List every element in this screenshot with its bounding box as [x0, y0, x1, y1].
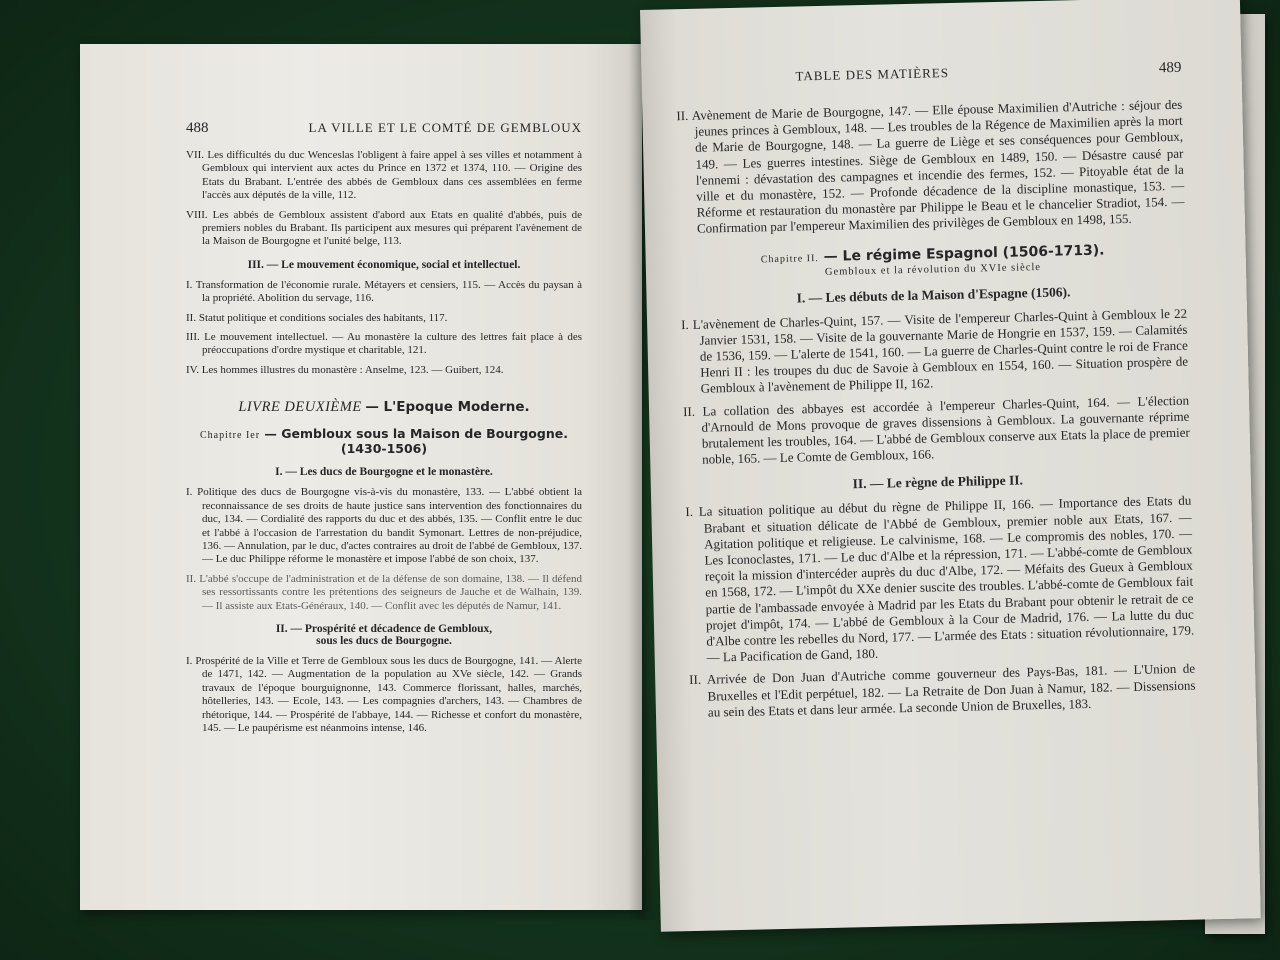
chapter-heading: [186, 426, 582, 456]
chapter-label: Chapitre II.: [760, 252, 819, 265]
section-heading: [186, 623, 582, 647]
section-heading: I. — Les ducs de Bourgogne et le monastère.: [275, 466, 493, 479]
toc-entry: VII. Les difficultés du duc Wenceslas l'obligent à faire appel à ses villes et notamment à Gembloux qui intervient aux actes du Prince en 1372 et 1374, 110. — Origine des Etats du Brabant. L'entrée des abbés de Gembloux dans ces assemblées en ferme l'accès aux députés de la ville, 112.: [186, 149, 582, 202]
toc-entry: III. Le mouvement intellectuel. — Au monastère la culture des lettres fait place à des préoccupations d'ordre mystique et charitable, 121.: [186, 331, 582, 357]
chapter-title: — Le régime Espagnol (1506-1713).: [823, 242, 1105, 265]
toc-entry: II. Statut politique et conditions sociales des habitants, 117.: [186, 311, 448, 324]
toc-entry: I. Politique des ducs de Bourgogne vis-à-vis du monastère, 133. — L'abbé obtient la reconnaissance de ses droits de haute justice sans intervention des fonctionnaires du duc, 134. — Cordialité des rapports du duc et des abbés, 135. — Conflit entre le duc et l'abbé à l'occasion de l'arrestation du bandit Symonart. Lettres de non-préjudice, 136. — Annulation, par le duc, d'actes contraires au droit de l'abbé de Gembloux, 137. — Le duc Philippe réforme le monastère et impose l'abbé de son choix, 137.: [186, 486, 582, 566]
section-heading: I. — Les débuts de la Maison d'Espagne (1506).: [796, 283, 1071, 306]
livre-heading: [186, 399, 582, 416]
chapter-label: Chapitre Ier: [200, 430, 261, 442]
right-page: [640, 0, 1261, 932]
livre-title: — L'Epoque Moderne.: [365, 399, 530, 416]
section-heading-line: II. — Prospérité et décadence de Gembloux,: [275, 622, 493, 635]
toc-entry: IV. Les hommes illustres du monastère : Anselme, 123. — Guibert, 124.: [186, 363, 504, 376]
toc-entry: I. Transformation de l'économie rurale. Métayers et censiers, 115. — Accès du paysan à la propriété. Abolition du servage, 116.: [186, 278, 582, 305]
right-page-header: [675, 60, 1181, 88]
toc-entry: I. Prospérité de la Ville et Terre de Gembloux sous les ducs de Bourgogne, 141. — Alerte de 1471, 142. — Augmentation de la population au XVe siècle, 142. — Grands travaux de l'époque bourguignonne, 143. Commerce florissant, halles, marchés, hôtelleries, 143. — Ecole, 143. — Les compagnies d'archers, 143. — Chambres de rhétorique, 144. — Prospérité de l'abbaye, 144. — Richesse et confort du monastère, 145. — Le paupérisme est néanmoins intense, 146.: [186, 654, 582, 734]
chapter-subtitle: Gembloux et la révolution du XVIe siècle: [824, 261, 1042, 278]
left-running-title: LA VILLE ET LE COMTÉ DE GEMBLOUX: [308, 120, 582, 135]
toc-entry: I. L'avènement de Charles-Quint, 157. — Visite de l'empereur Charles-Quint à Gembloux le 22 Janvier 1531, 158. — Visite de la gouvernante Marie de Hongrie en 1537, 159. — Calamités de 1536, 159. — L'alerte de 1541, 160. — La guerre de Charles-Quint contre le roi de France Henri II : les troupes du duc de Savoie à Gembloux en 1554, 160. — Situation prospère de Gembloux à l'avènement de Philippe II, 162.: [680, 305, 1189, 397]
left-page-number: 488: [186, 120, 209, 136]
toc-entry: I. La situation politique au début du règne de Philippe II, 166. — Importance des Etats du Brabant et situation délicate de l'Abbé de Gembloux, premier noble aux Etats, 167. — Agitation politique et religieuse. Le calvinisme, 168. — Le compromis des nobles, 170. — Les Iconoclastes, 171. — Le duc d'Albe et la répression, 171. — L'abbé-comte de Gembloux reçoit la mission d'intercéder auprès du duc d'Albe, 172. — Méfaits des Gueux à Gembloux en 1568, 172. — L'impôt du XXe denier suscite des troubles. L'abbé-comte de Gembloux fait partie de l'ambassade envoyée à Madrid par les Etats du Brabant pour obtenir le retrait de ce projet d'impôt, 174. — L'abbé de Gembloux à la Cour de Madrid, 176. — La lutte du duc d'Albe contre les rebelles du Nord, 177. — L'armée des Etats : situation révolutionnaire, 179. — La Pacification de Gand, 180.: [685, 493, 1195, 665]
toc-entry: II. L'abbé s'occupe de l'administration et de la défense de son domaine, 138. — Il défend ses ressortissants contre les prétentions des seigneurs de Jauche et de Walhain, 139. — Il assiste aux Etats-Généraux, 140. — Conflit avec les députés de Namur, 141.: [186, 572, 582, 612]
toc-entry: II. Arrivée de Don Juan d'Autriche comme gouverneur des Pays-Bas, 181. — L'Union de Bruxelles et l'Edit perpétuel, 182. — La Retraite de Don Juan à Namur, 182. — Dissensions au sein des Etats et dans leur armée. La seconde Union de Bruxelles, 183.: [689, 661, 1196, 720]
section-heading-line: sous les ducs de Bourgogne.: [316, 634, 452, 647]
section-heading: II. — Le règne de Philippe II.: [852, 472, 1024, 492]
left-page-header: [186, 120, 582, 137]
chapter-title: — Gembloux sous la Maison de Bourgogne.: [264, 426, 568, 442]
toc-entry: VIII. Les abbés de Gembloux assistent d'abord aux Etats en qualité d'abbés, puis de premiers nobles du Brabant. Ils participent aux mesures qui préparent l'avènement de la Maison de Bourgogne et l'unité belge, 113.: [186, 208, 582, 248]
livre-number: LIVRE DEUXIÈME: [238, 399, 362, 416]
section-heading: III. — Le mouvement économique, social et intellectuel.: [247, 258, 521, 271]
chapter-dates: (1430-1506): [340, 441, 428, 457]
right-running-title: TABLE DES MATIÈRES: [795, 65, 950, 84]
left-page: [80, 44, 642, 910]
toc-entry: II. La collation des abbayes est accordée à l'empereur Charles-Quint, 164. — L'élection d'Arnould de Mons provoque de graves dissensions à Gembloux. La gouvernante réprime brutalement les troubles, 164. — L'abbé de Gembloux conserve aux Etats la place de premier noble, 165. — Le Comte de Gembloux, 166.: [682, 392, 1190, 467]
right-page-number: 489: [1158, 59, 1182, 77]
toc-entry: II. Avènement de Marie de Bourgogne, 147. — Elle épouse Maximilien d'Autriche : séjour des jeunes princes à Gembloux, 148. — Les troubles de la Régence de Maximilien après la mort de Marie de Bourgogne, 148. — La guerre de Liège et ses conséquences pour Gembloux, 149. — Les guerres intestines. Siège de Gembloux en 1489, 150. — Désastre causé par l'ennemi : dévastation des campagnes et incendie des fermes, 152. — Pitoyable état de la ville et du monastère, 152. — Profonde décadence de la discipline monastique, 153. — Réforme et restauration du monastère par Philippe le Beau et le chancelier Stradiot, 154. — Confirmation par l'empereur Maximilien des privilèges de Gembloux en 1498, 155.: [676, 96, 1185, 237]
